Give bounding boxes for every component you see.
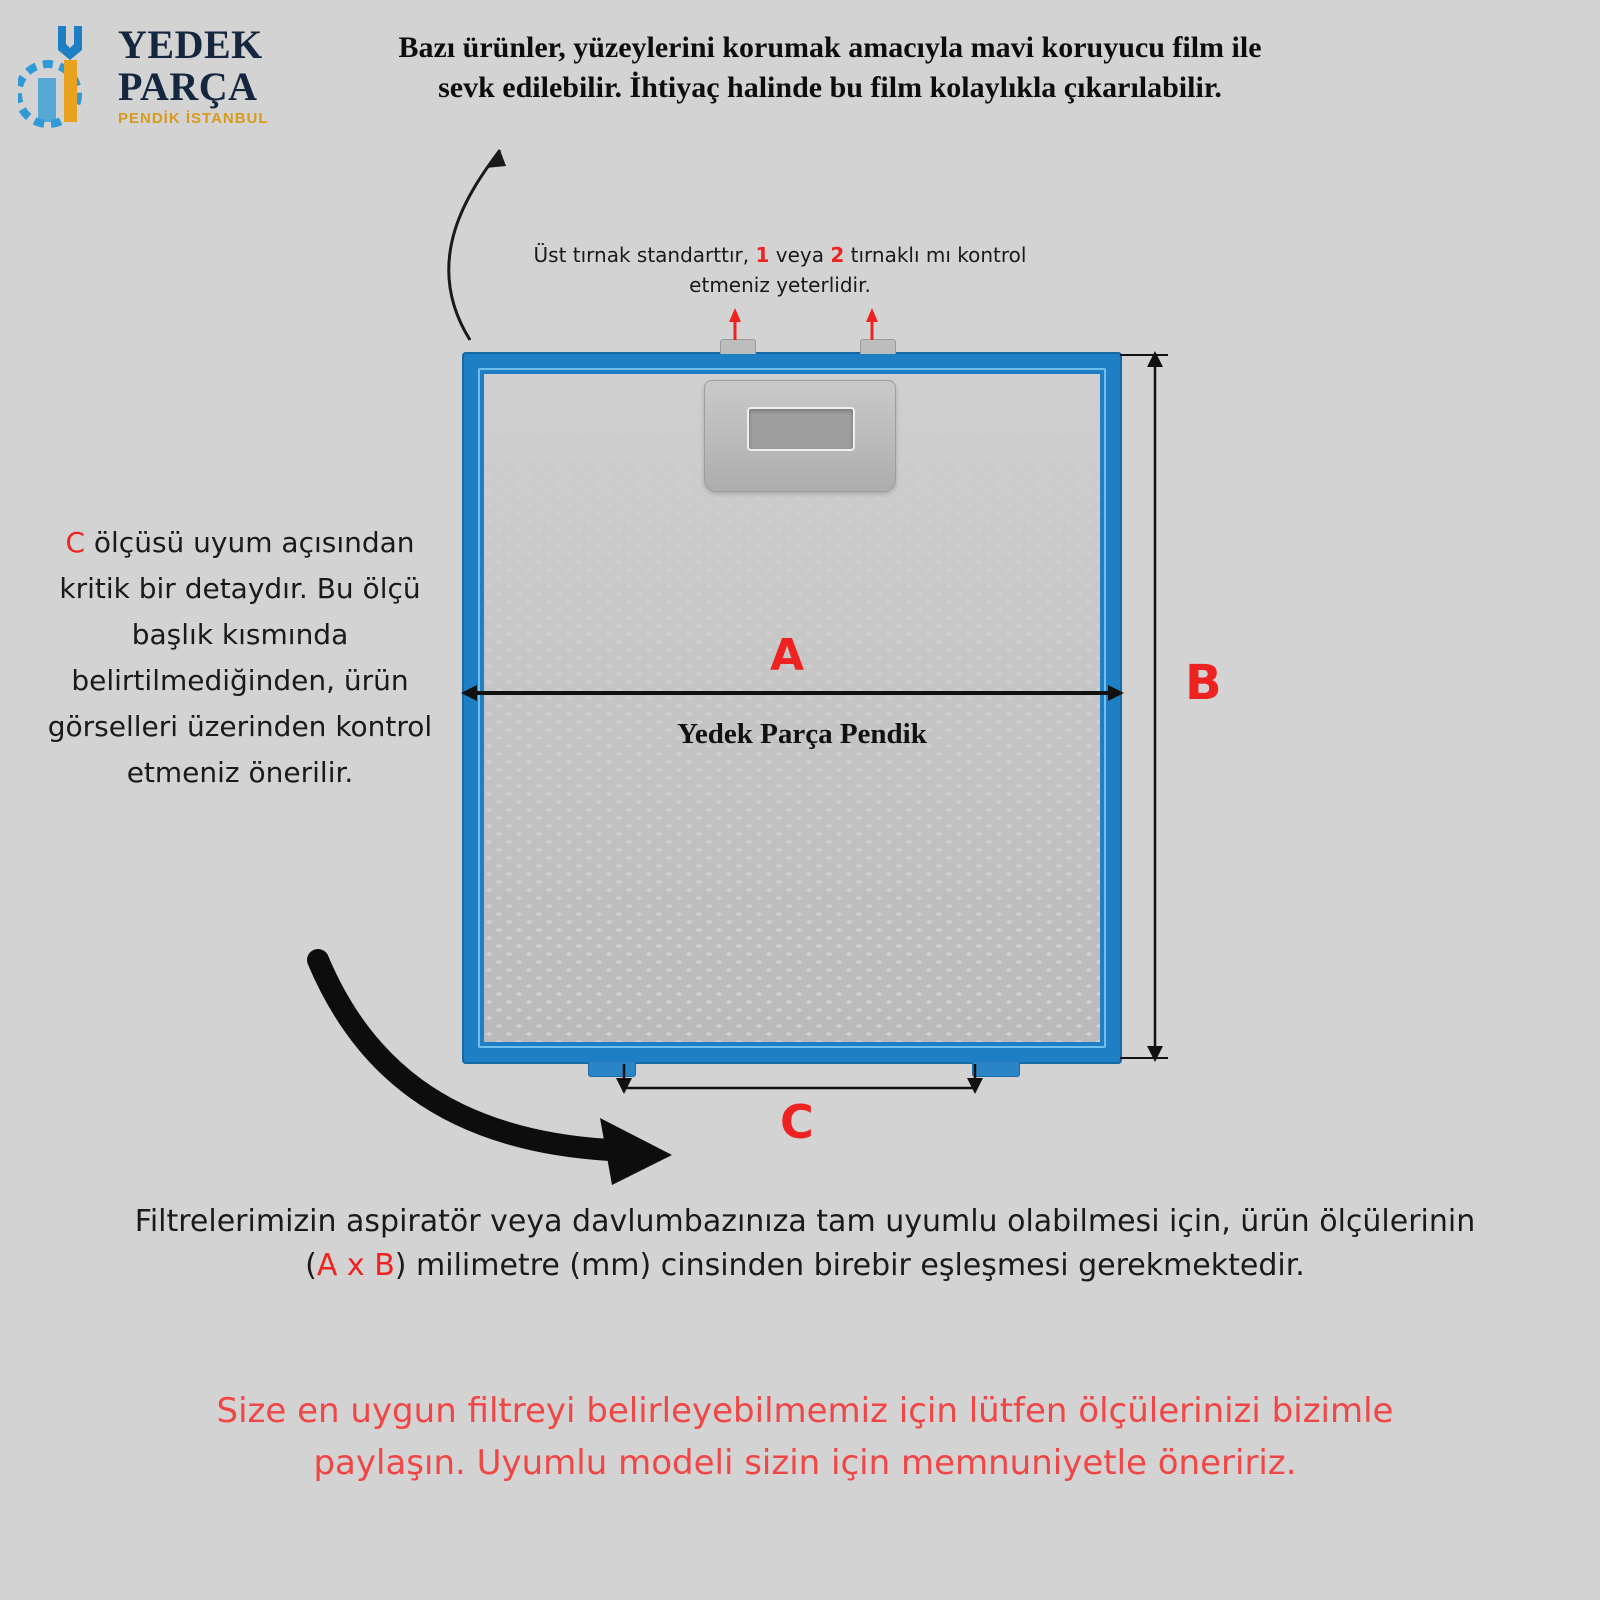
handle-slot [747, 407, 855, 451]
bottom-note-highlight: A x B [316, 1248, 395, 1283]
logo-line-1: YEDEK [118, 22, 263, 67]
top-tab-2 [860, 339, 896, 354]
logo-subtitle: PENDİK İSTANBUL [118, 110, 269, 127]
tab-note-part2: veya [769, 243, 831, 267]
top-heading: Bazı ürünler, yüzeylerini korumak amacıyla mavi koruyucu film ile sevk edilebilir. İhtiyaç halinde bu film kolaylıkla çıkarılabilir. [398, 31, 1262, 104]
left-note-highlight: C [65, 526, 85, 559]
bottom-note-part1: Filtrelerimizin aspiratör veya davlumbazınıza tam uyumlu olabilmesi için, ürün ölçülerinin ( [134, 1204, 1476, 1283]
grease-filter-diagram [462, 352, 1122, 1064]
dimension-label-b: B [1185, 655, 1222, 711]
tab-note-num2: 2 [830, 243, 845, 267]
tab-note [520, 240, 1040, 300]
brand-logo [18, 10, 318, 150]
bottom-tab-1 [588, 1062, 636, 1077]
call-to-action-note: Size en uygun filtreyi belirleyebilmemiz için lütfen ölçülerinizi bizimle paylaşın. Uyumlu modeli sizin için memnuniyetle öneririz. [216, 1391, 1394, 1483]
bottom-note-part2: ) milimetre (mm) cinsinden birebir eşleşmesi gerekmektedir. [394, 1248, 1305, 1283]
logo-line-2: PARÇA [118, 64, 258, 109]
bottom-note [120, 1200, 1490, 1288]
tab-note-part3: tırnaklı mı kontrol etmeniz yeterlidir. [689, 243, 1027, 297]
diagram-watermark: Yedek Parça Pendik [677, 718, 927, 750]
wrench-gear-icon [18, 16, 123, 136]
filter-handle [704, 380, 896, 492]
dimension-label-a: A [770, 630, 805, 681]
tab-note-num1: 1 [755, 243, 770, 267]
bottom-tab-2 [972, 1062, 1020, 1077]
left-note-text: ölçüsü uyum açısından kritik bir detaydır. Bu ölçü başlık kısmında belirtilmediğinden, ürün görselleri üzerinden kontrol etmeniz önerilir. [47, 526, 433, 789]
tab-note-part1: Üst tırnak standarttır, [533, 243, 756, 267]
left-note [40, 520, 440, 796]
top-tab-1 [720, 339, 756, 354]
dimension-label-c: C [780, 1095, 814, 1149]
